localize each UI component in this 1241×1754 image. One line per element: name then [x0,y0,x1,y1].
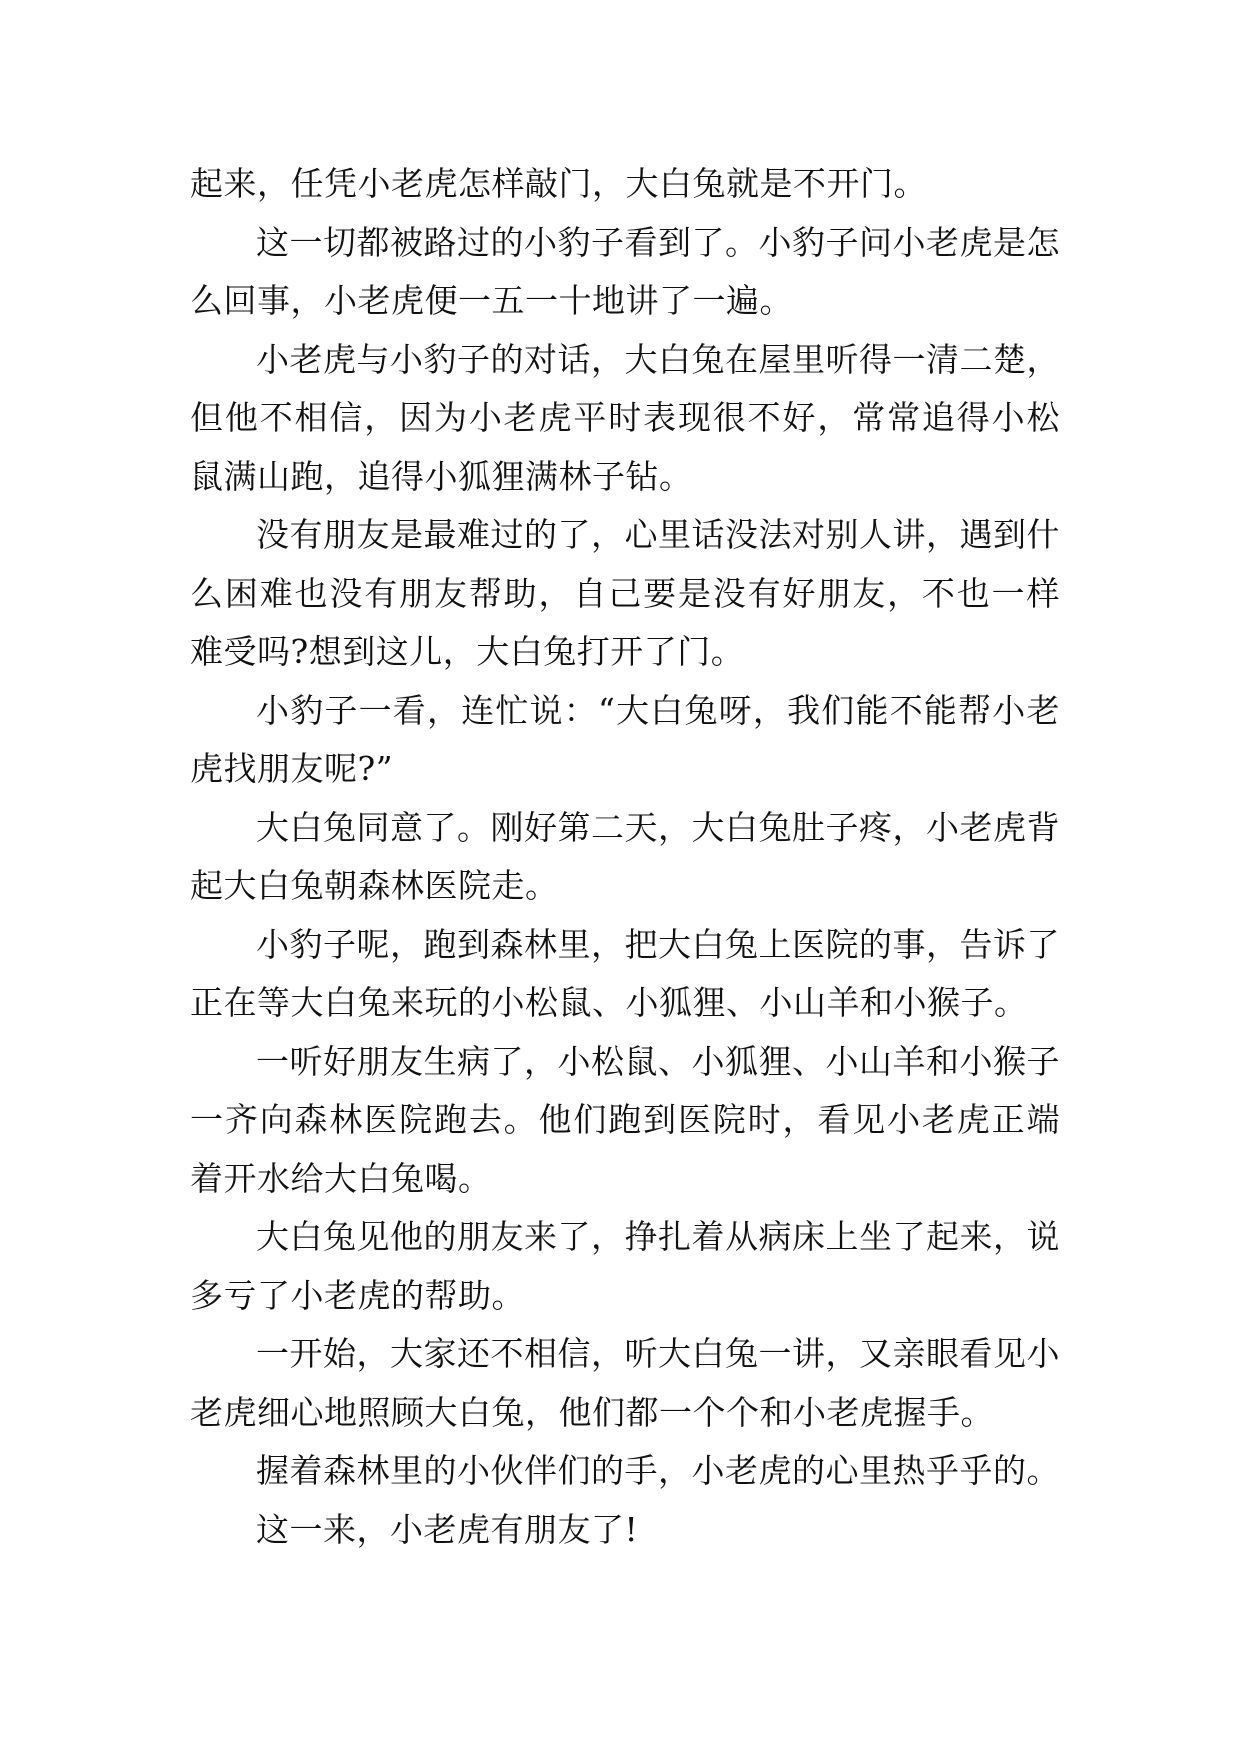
paragraph-5: 小豹子一看，连忙说：“大白兔呀，我们能不能帮小老虎找朋友呢?” [190,690,1060,788]
paragraph-12: 这一来，小老虎有朋友了! [256,1509,639,1549]
story-text [190,155,1060,1559]
paragraph-3: 小老虎与小豹子的对话，大白兔在屋里听得一清二楚，但他不相信，因为小老虎平时表现很不好，常常追得小松鼠满山跑，追得小狐狸满林子钻。 [190,339,1060,496]
paragraph-9: 大白兔见他的朋友来了，挣扎着从病床上坐了起来，说多亏了小老虎的帮助。 [190,1217,1060,1315]
paragraph-8: 一听好朋友生病了，小松鼠、小狐狸、小山羊和小猴子一齐向森林医院跑去。他们跑到医院时，看见小老虎正端着开水给大白兔喝。 [190,1041,1060,1198]
paragraph-1: 起来，任凭小老虎怎样敲门，大白兔就是不开门。 [190,164,927,203]
paragraph-7: 小豹子呢，跑到森林里，把大白兔上医院的事，告诉了正在等大白兔来玩的小松鼠、小狐狸、小山羊和小猴子。 [190,924,1060,1022]
paragraph-10: 一开始，大家还不相信，听大白兔一讲，又亲眼看见小老虎细心地照顾大白兔，他们都一个个和小老虎握手。 [190,1334,1060,1432]
paragraph-6: 大白兔同意了。刚好第二天，大白兔肚子疼，小老虎背起大白兔朝森林医院走。 [190,807,1060,905]
paragraph-4: 没有朋友是最难过的了，心里话没法对别人讲，遇到什么困难也没有朋友帮助，自己要是没有好朋友，不也一样难受吗?想到这儿，大白兔打开了门。 [190,515,1060,671]
paragraph-11: 握着森林里的小伙伴们的手，小老虎的心里热乎乎的。 [256,1451,1060,1490]
paragraph-2: 这一切都被路过的小豹子看到了。小豹子问小老虎是怎么回事，小老虎便一五一十地讲了一遍。 [190,222,1060,320]
